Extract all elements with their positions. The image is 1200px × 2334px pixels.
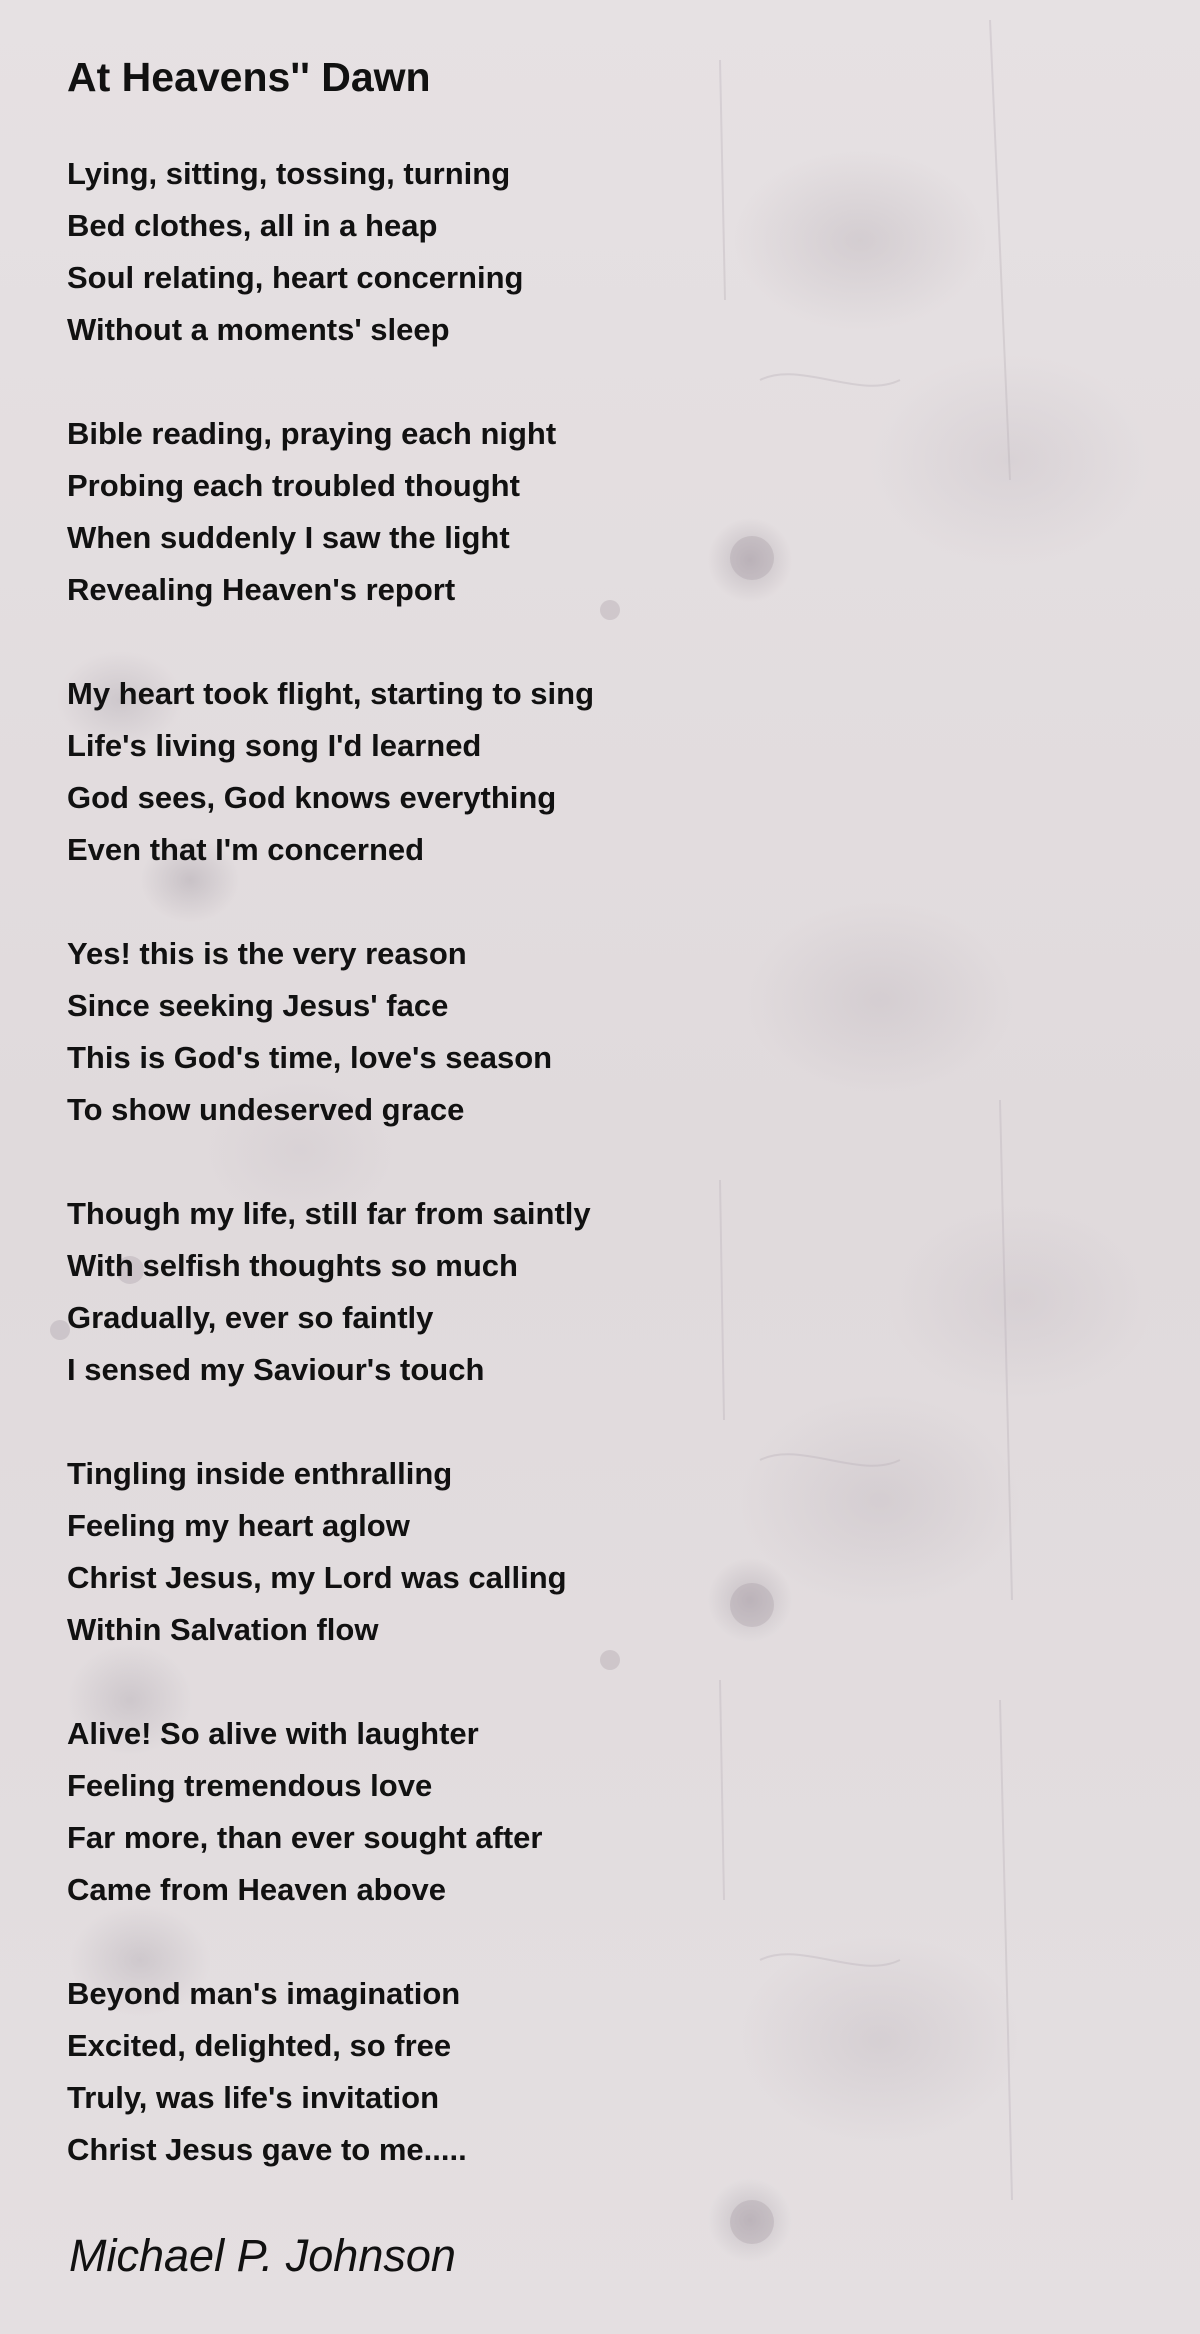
poem-line: Yes! this is the very reason (67, 936, 467, 971)
poem-line: Excited, delighted, so free (67, 2028, 452, 2063)
poem-body (67, 148, 967, 2228)
poem-line: Beyond man's imagination (67, 1976, 461, 2011)
poem-line: Bed clothes, all in a heap (67, 208, 438, 243)
poem-line: Came from Heaven above (67, 1872, 447, 1907)
poem-line: Probing each troubled thought (67, 468, 520, 503)
stanza (67, 1448, 967, 1656)
poem-line: My heart took flight, starting to sing (67, 676, 594, 711)
stanza (67, 408, 967, 616)
poem-line: Without a moments' sleep (67, 312, 450, 347)
poem-line: Though my life, still far from saintly (67, 1196, 591, 1231)
poem-line: Revealing Heaven's report (67, 572, 456, 607)
poem-line: Feeling tremendous love (67, 1768, 433, 1803)
poem-line: With selfish thoughts so much (67, 1248, 518, 1283)
poem-line: Even that I'm concerned (67, 832, 425, 867)
stanza (67, 1188, 967, 1396)
poem-line: Soul relating, heart concerning (67, 260, 524, 295)
poem-line: I sensed my Saviour's touch (67, 1352, 485, 1387)
poem-line: Life's living song I'd learned (67, 728, 482, 763)
poem-line: Bible reading, praying each night (67, 416, 557, 451)
poem-line: Gradually, ever so faintly (67, 1300, 434, 1335)
poem-line: Christ Jesus gave to me..... (67, 2132, 467, 2167)
poem-line: Truly, was life's invitation (67, 2080, 439, 2115)
poem-line: Tingling inside enthralling (67, 1456, 453, 1491)
stanza (67, 1968, 967, 2176)
poem-author: Michael P. Johnson (69, 2230, 456, 2281)
stanza (67, 148, 967, 356)
poem-line: To show undeserved grace (67, 1092, 465, 1127)
poem-title: At Heavens'' Dawn (67, 54, 431, 100)
poem-line: God sees, God knows everything (67, 780, 557, 815)
stanza (67, 928, 967, 1136)
poem-line: Far more, than ever sought after (67, 1820, 543, 1855)
poem-line: Christ Jesus, my Lord was calling (67, 1560, 567, 1595)
stanza (67, 1708, 967, 1916)
poem-line: Alive! So alive with laughter (67, 1716, 479, 1751)
poem-line: This is God's time, love's season (67, 1040, 553, 1075)
stanza (67, 668, 967, 876)
poem-line: When suddenly I saw the light (67, 520, 510, 555)
poem-line: Feeling my heart aglow (67, 1508, 410, 1543)
poem-line: Lying, sitting, tossing, turning (67, 156, 511, 191)
poem-line: Since seeking Jesus' face (67, 988, 449, 1023)
poem-line: Within Salvation flow (67, 1612, 379, 1647)
